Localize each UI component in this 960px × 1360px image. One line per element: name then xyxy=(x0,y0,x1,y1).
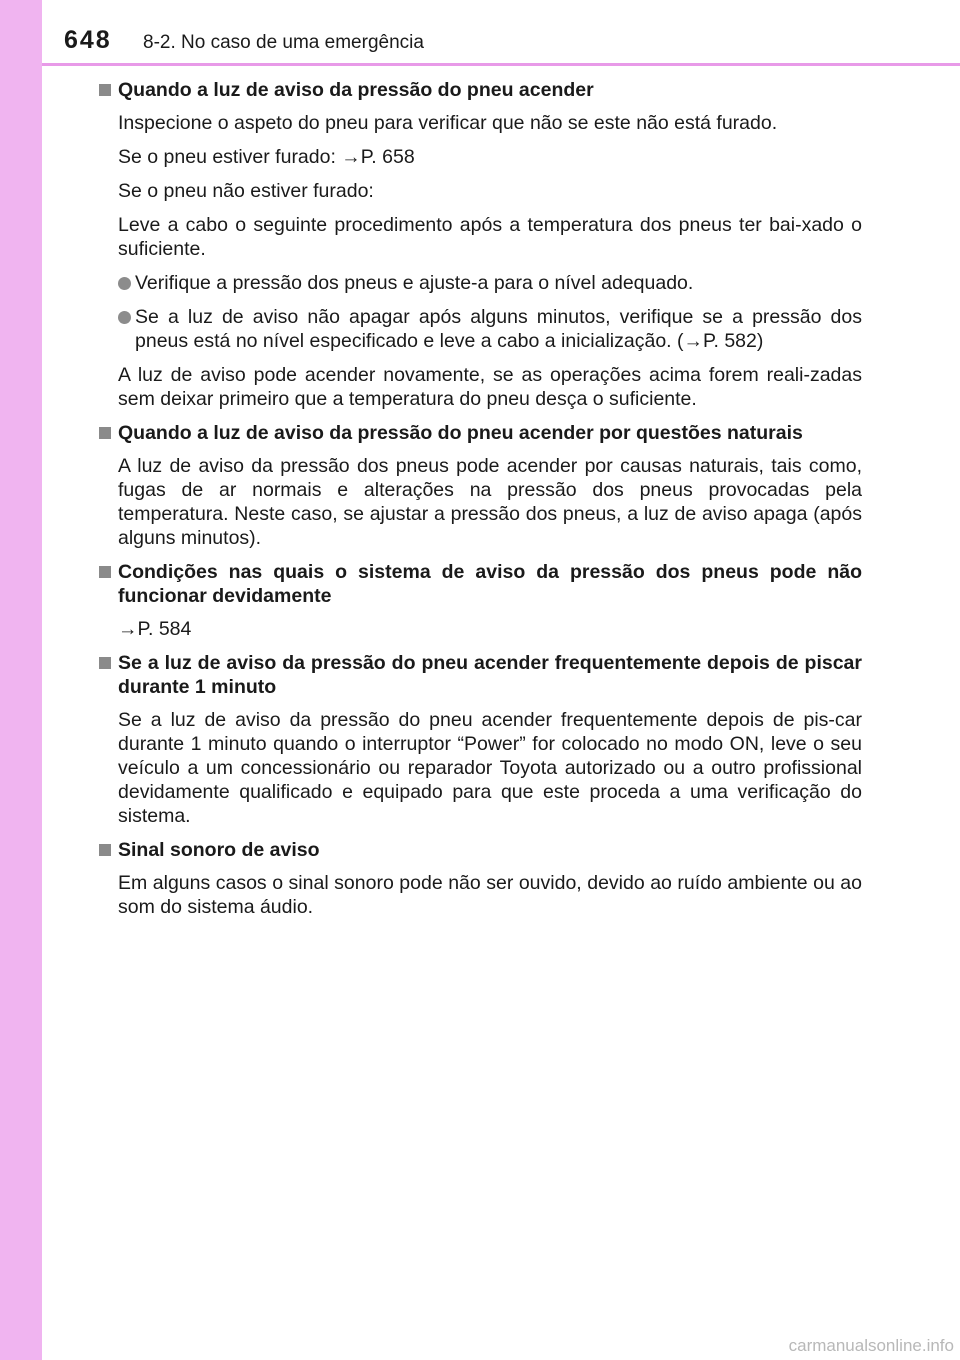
section-natural-causes xyxy=(98,421,862,550)
paragraph: A luz de aviso da pressão dos pneus pode acender por causas naturais, tais como, fugas de ar normais e alterações na pressão dos pneus provocadas pela temperatura. Neste caso, se ajustar a pressão dos pneus, a luz de aviso apaga (após alguns minutos). xyxy=(118,455,862,549)
chapter-tab-sidebar xyxy=(0,0,42,1360)
bullet-item xyxy=(98,305,862,353)
chapter-title: 8-2. No caso de uma emergência xyxy=(143,32,424,53)
page-header xyxy=(42,0,960,66)
section-heading-text: Se a luz de aviso da pressão do pneu acender frequentemente depois de piscar durante 1 minuto xyxy=(118,652,862,698)
paragraph: A luz de aviso pode acender novamente, se as operações acima forem reali-zadas sem deixar primeiro que a temperatura do pneu desça o suficiente. xyxy=(118,364,862,410)
section-heading-text: Quando a luz de aviso da pressão do pneu acender xyxy=(118,79,594,101)
paragraph: Em alguns casos o sinal sonoro pode não ser ouvido, devido ao ruído ambiente ou ao som do sistema áudio. xyxy=(118,872,862,918)
circle-bullet-icon xyxy=(118,277,131,290)
section-heading xyxy=(98,78,862,102)
site-watermark: carmanualsonline.info xyxy=(788,1336,954,1355)
section-system-conditions xyxy=(98,560,862,641)
header-rule xyxy=(42,63,960,66)
bullet-text: Se a luz de aviso não apagar após alguns minutos, verifique se a pressão dos pneus está no nível especificado e leve a cabo a inicialização. (→P. 582) xyxy=(135,306,862,352)
section-warning-buzzer xyxy=(98,838,862,919)
page-number: 648 xyxy=(64,26,112,54)
paragraph: Leve a cabo o seguinte procedimento após a temperatura dos pneus ter bai-xado o suficiente. xyxy=(118,214,862,260)
section-heading-text: Sinal sonoro de aviso xyxy=(118,839,320,861)
square-bullet-icon xyxy=(99,84,111,96)
square-bullet-icon xyxy=(99,844,111,856)
section-frequent-warning xyxy=(98,651,862,828)
paragraph: Se o pneu não estiver furado: xyxy=(118,180,374,202)
page-content xyxy=(98,78,862,929)
section-heading xyxy=(98,421,862,445)
section-heading xyxy=(98,651,862,699)
square-bullet-icon xyxy=(99,566,111,578)
section-tire-warning-light xyxy=(98,78,862,411)
paragraph-flat-tire-ref: Se o pneu estiver furado: →P. 658 xyxy=(118,146,415,168)
bullet-text: Verifique a pressão dos pneus e ajuste-a para o nível adequado. xyxy=(135,272,694,294)
square-bullet-icon xyxy=(99,657,111,669)
section-heading-text: Condições nas quais o sistema de aviso da pressão dos pneus pode não funcionar devidamente xyxy=(118,561,862,607)
paragraph: Se a luz de aviso da pressão do pneu acender frequentemente depois de pis-car durante 1 minuto quando o interruptor “Power” for colocado no modo ON, leve o seu veículo a um concessionário ou reparador Toyota autorizado ou a outro profissional devidamente qualificado e equipado para que este proceda a uma verificação do sistema. xyxy=(118,709,862,827)
page-reference: →P. 584 xyxy=(118,618,192,640)
section-heading xyxy=(98,838,862,862)
paragraph: Inspecione o aspeto do pneu para verificar que não se este não está furado. xyxy=(118,112,778,134)
section-heading xyxy=(98,560,862,608)
bullet-item xyxy=(98,271,862,295)
circle-bullet-icon xyxy=(118,311,131,324)
square-bullet-icon xyxy=(99,427,111,439)
section-heading-text: Quando a luz de aviso da pressão do pneu acender por questões naturais xyxy=(118,422,803,444)
